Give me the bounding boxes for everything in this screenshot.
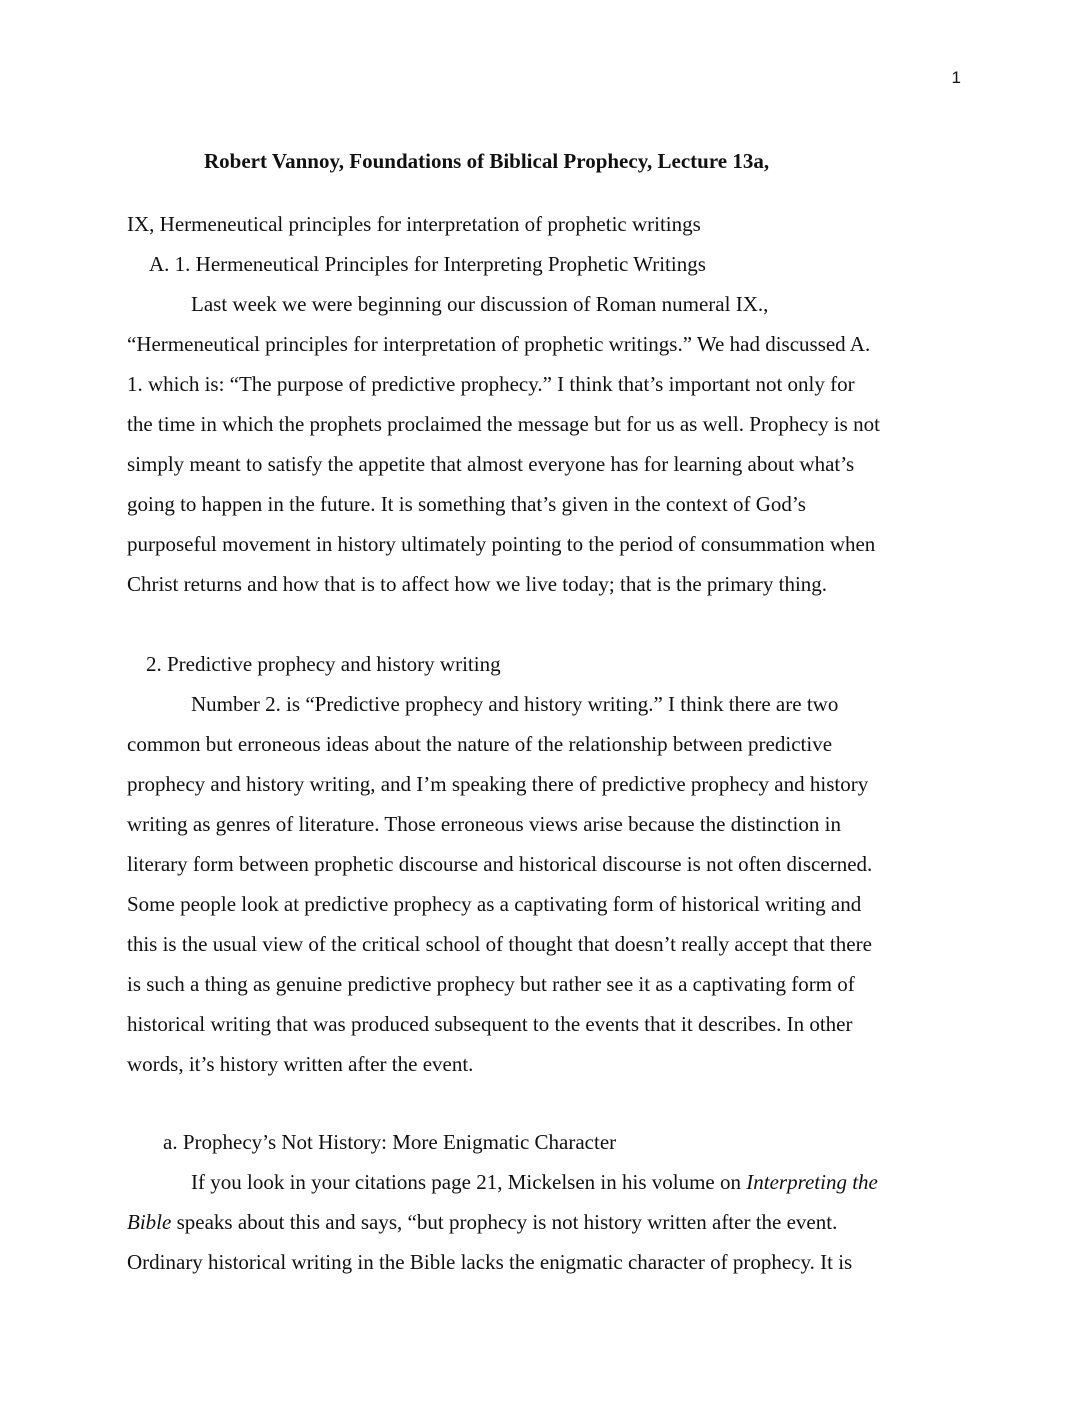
text-line — [127, 1210, 837, 1235]
text-line: Christ returns and how that is to affect how we live today; that is the primary thing. — [127, 572, 828, 596]
text-line: historical writing that was produced subsequent to the events that it describes. In other — [127, 1012, 853, 1036]
text-line: Last week we were beginning our discussion of Roman numeral IX., — [191, 292, 769, 316]
text-line: purposeful movement in history ultimately pointing to the period of consummation when — [127, 532, 876, 556]
text-line: this is the usual view of the critical school of thought that doesn’t really accept that there — [127, 932, 872, 956]
text-line: prophecy and history writing, and I’m speaking there of predictive prophecy and history — [127, 772, 869, 796]
subheading-a: a. Prophecy’s Not History: More Enigmatic Character — [163, 1130, 617, 1154]
text-line: the time in which the prophets proclaimed the message but for us as well. Prophecy is not — [127, 412, 880, 436]
text-line: common but erroneous ideas about the nature of the relationship between predictive — [127, 732, 833, 756]
text-line — [191, 1170, 878, 1195]
page-title: Robert Vannoy, Foundations of Biblical Prophecy, Lecture 13a, — [204, 149, 770, 173]
book-title-italic: Bible — [127, 1210, 172, 1234]
text-line: Ordinary historical writing in the Bible lacks the enigmatic character of prophecy. It is — [127, 1250, 853, 1274]
subheading-2: 2. Predictive prophecy and history writing — [146, 652, 501, 676]
text-line: going to happen in the future. It is something that’s given in the context of God’s — [127, 492, 806, 516]
section-heading: IX, Hermeneutical principles for interpretation of prophetic writings — [127, 212, 701, 236]
text-line: words, it’s history written after the event. — [127, 1052, 474, 1076]
text-line: is such a thing as genuine predictive prophecy but rather see it as a captivating form of — [127, 972, 855, 996]
text-line: literary form between prophetic discourse and historical discourse is not often discerned. — [127, 852, 873, 876]
text-line: 1. which is: “The purpose of predictive prophecy.” I think that’s important not only for — [127, 372, 855, 396]
text-line: “Hermeneutical principles for interpretation of prophetic writings.” We had discussed A. — [127, 332, 871, 356]
text-span: speaks about this and says, “but prophecy is not history written after the event. — [171, 1210, 838, 1234]
text-line: writing as genres of literature. Those erroneous views arise because the distinction in — [127, 812, 841, 836]
text-span: If you look in your citations page 21, Mickelsen in his volume on — [191, 1170, 747, 1194]
page-number: 1 — [951, 68, 961, 87]
text-line: simply meant to satisfy the appetite that almost everyone has for learning about what’s — [127, 452, 855, 476]
book-title-italic: Interpreting the — [746, 1170, 878, 1194]
subheading-a1: A. 1. Hermeneutical Principles for Interpreting Prophetic Writings — [149, 252, 706, 276]
text-line: Number 2. is “Predictive prophecy and history writing.” I think there are two — [191, 692, 839, 716]
text-line: Some people look at predictive prophecy as a captivating form of historical writing and — [127, 892, 862, 916]
